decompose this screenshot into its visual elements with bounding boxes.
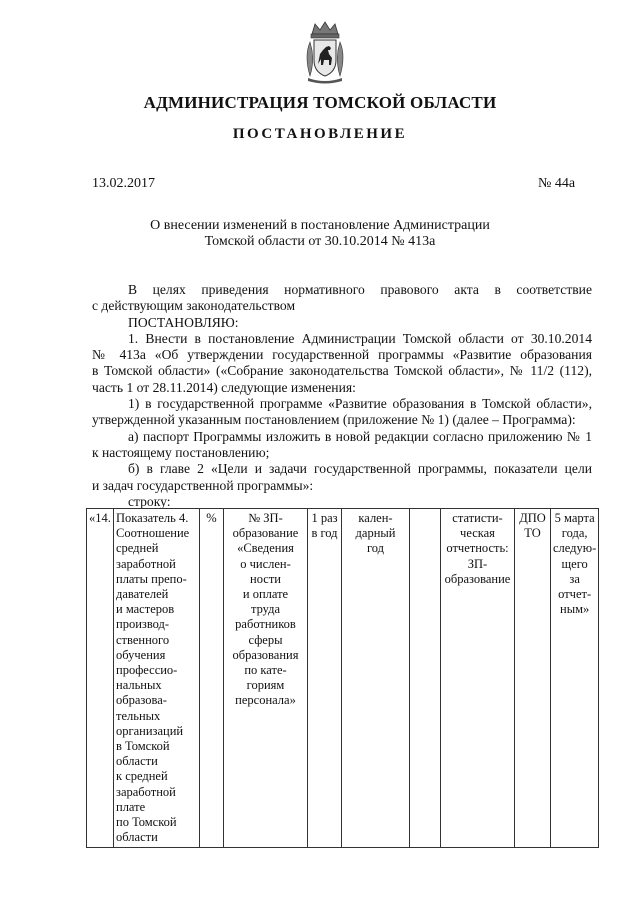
document-subject (0, 218, 640, 250)
document-body (92, 282, 592, 510)
cell-row-number: «14. (87, 509, 114, 848)
body-line: в Томской области» («Собрание законодательства Томской области», № 11/2 (112), (92, 363, 592, 379)
document-type: ПОСТАНОВЛЕНИЕ (232, 126, 408, 142)
document-number: № 44а (538, 176, 576, 191)
body-line: В целях приведения нормативного правового акта в соответствие (128, 282, 592, 297)
body-line: утвержденной указанным постановлением (приложение № 1) (далее – Программа): (92, 412, 576, 428)
tomsk-coat-of-arms-icon (302, 20, 348, 84)
body-line: б) в главе 2 «Цели и задачи государственной программы, показатели цели (128, 461, 592, 477)
cell-period: кален- дарный год (342, 509, 410, 848)
body-line: строку: (128, 493, 171, 509)
document-date: 13.02.2017 (92, 176, 155, 191)
body-line: часть 1 от 28.11.2014) следующие изменения: (92, 379, 356, 395)
body-line: и задач государственной программы»: (92, 477, 314, 493)
indicator-table (86, 508, 599, 848)
body-line: № 413а «Об утверждении государственной программы «Развитие образования (92, 347, 592, 363)
cell-source-form: № ЗП- образование «Сведения о числен- ности и оплате труда работников сферы образования по кате- гориям персонала» (224, 509, 308, 848)
cell-indicator: Показатель 4. Соотношение средней заработной платы препо- давателей и мастеров производ- ственного обучения профессио- нальных образова- тельных организаций в Томской области к средней заработной плате по Томской области (114, 509, 200, 848)
table-row (87, 509, 599, 848)
cell-deadline: 5 марта года, следую- щего за отчет- ным» (551, 509, 599, 848)
cell-empty (410, 509, 441, 848)
organization-title: АДМИНИСТРАЦИЯ ТОМСКОЙ ОБЛАСТИ (143, 93, 497, 112)
cell-frequency: 1 раз в год (308, 509, 342, 848)
subject-line: О внесении изменений в постановление Администрации (150, 218, 490, 233)
body-line: 1. Внести в постановление Администрации Томской области от 30.10.2014 (128, 330, 592, 346)
decree-word: ПОСТАНОВЛЯЮ: (128, 314, 239, 330)
body-line: а) паспорт Программы изложить в новой редакции согласно приложению № 1 (128, 428, 592, 444)
body-line: с действующим законодательством (92, 298, 296, 314)
body-line: 1) в государственной программе «Развитие образования в Томской области», (128, 396, 592, 412)
cell-unit: % (200, 509, 224, 848)
cell-method: статисти- ческая отчетность: ЗП- образование (441, 509, 515, 848)
cell-responsible: ДПО ТО (515, 509, 551, 848)
subject-line: Томской области от 30.10.2014 № 413а (204, 234, 436, 249)
body-line: к настоящему постановлению; (92, 444, 270, 460)
